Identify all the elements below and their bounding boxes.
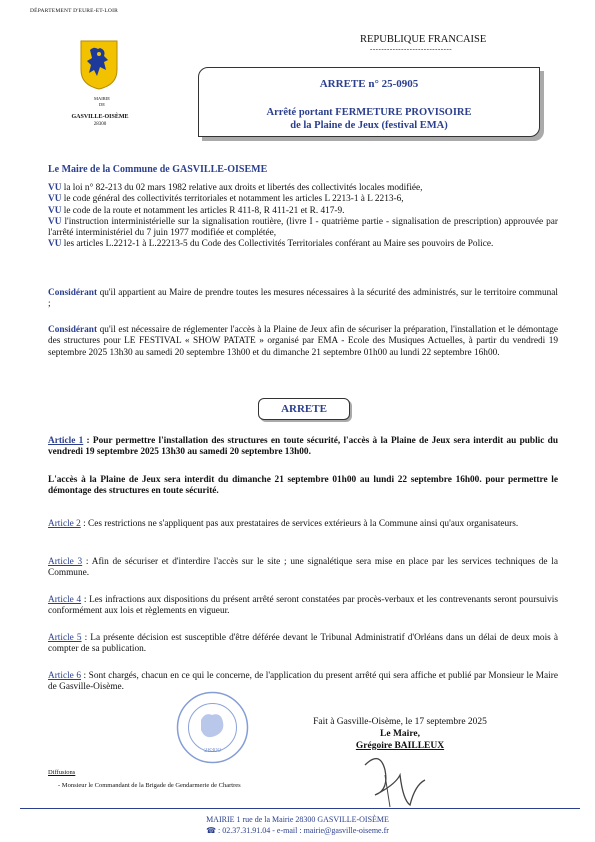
vu-item: VU le code général des collectivités territoriales et notamment les articles L 2213-1 à L 2213-6, [48,194,404,205]
commune-name: GASVILLE-OISÈME [71,114,129,120]
signature-name: Grégoire BAILLEUX [355,741,445,751]
republic-label: REPUBLIQUE FRANCAISE [360,34,487,45]
article-5: Article 5 : La présente décision est susceptible d'être déférée devant le Tribunal Administratif d'Orléans dans un délai de deux mois à compter de sa publication. [48,633,558,655]
department-label: DÉPARTEMENT D'EURE-ET-LOIR [30,8,119,14]
svg-text:28300: 28300 [204,748,221,754]
official-stamp-icon [175,690,250,765]
footer-contact: ☎ : 02.37.31.91.04 - e-mail : mairie@gasville-oiseme.fr [206,826,389,835]
article-3: Article 3 : Afin de sécuriser et d'interdire l'accès sur le site ; une signalétique sera mise en place par les services techniques de la Commune. [48,557,558,579]
signature-place-date: Fait à Gasville-Oisème, le 17 septembre 2025 [313,717,487,727]
considerant-2: Considérant qu'il est nécessaire de réglementer l'accès à la Plaine de Jeux afin de sécuriser la préparation, l'installation et le démontage des structures pour LE FESTIVAL « SHOW PATATE » organisé par EMA - Ecole des Musiques Actuelles, à partir du vendredi 19 septembre 2025 13h30 au samedi 20 septembre 13h00 et du dimanche 21 septembre 01h00 au lundi 22 septembre 16h00. [48,325,558,358]
article-1: Article 1 : Pour permettre l'installation des structures en toute sécurité, l'accès à la Plaine de Jeux sera interdit au public du vendredi 19 septembre 2025 13h30 au samedi 20 septembre 13h00. [48,436,559,458]
vu-item: VU l'instruction interministérielle sur la signalisation routière, (livre I - quatrième partie - signalisation de prescription) approuvée par l'arrêté interministériel du 7 juin 1977 modifiée et complétée, [48,216,558,239]
arrete-number: ARRETE n° 25-0905 [319,78,419,90]
considerant-1: Considérant qu'il appartient au Maire de prendre toutes les mesures nécessaires à la sécurité des administrés, sur le territoire communal ; [48,288,558,310]
vu-item: VU la loi n° 82-213 du 02 mars 1982 relative aux droits et libertés des collectivités locales modifiée, [48,183,423,193]
footer-divider [20,808,580,809]
arrete-subject: Arrêté portant FERMETURE PROVISOIRE de la Plaine de Jeux (festival EMA) [266,107,472,131]
article-2: Article 2 : Ces restrictions ne s'appliquent pas aux prestataires de services extérieurs à la Commune ainsi qu'aux organisateurs. [48,519,519,529]
diffusion-heading: Diffusions [48,769,76,776]
signature-role: Le Maire, [380,729,420,739]
vu-list [48,183,558,251]
title-box [198,67,540,137]
footer-address: MAIRIE 1 rue de la Mairie 28300 GASVILLE-OISÈME [206,815,389,824]
coat-of-arms-icon [80,40,118,90]
handwritten-signature-icon [355,745,435,815]
mairie-label: MAIRIE DE [94,96,110,107]
article-6: Article 6 : Sont chargés, chacun en ce qui le concerne, de l'application du present arrêté qui sera affiche et publié par Monsieur le Maire de Gasville-Oisème. [48,671,558,693]
commune-block [60,113,140,129]
article-4: Article 4 : Les infractions aux dispositions du présent arrêté seront constatées par procès-verbaux et les contrevenants seront poursuivis conformément aux lois et règlements en vigueur. [48,595,558,617]
diffusion-item: - Monsieur le Commandant de la Brigade de Gendarmerie de Chartres [58,782,241,789]
arrete-heading: ARRETE [258,398,350,420]
vu-item: VU les articles L.2212-1 à L.22213-5 du Code des Collectivités Territoriales conférant au Maire ses pouvoirs de Police. [48,239,494,250]
mayor-heading: Le Maire de la Commune de GASVILLE-OISEME [48,164,268,175]
article-1-continued: L'accès à la Plaine de Jeux sera interdit du dimanche 21 septembre 01h00 au lundi 22 septembre 16h00. pour permettre le démontage des structures en toute sécurité. [48,475,558,497]
vu-item: VU le code de la route et notamment les articles R 411-8, R 411-21 et R. 417-9. [48,205,345,216]
postal-code: 28300 [93,122,107,127]
republic-rule: ----------------------------- [370,45,453,53]
